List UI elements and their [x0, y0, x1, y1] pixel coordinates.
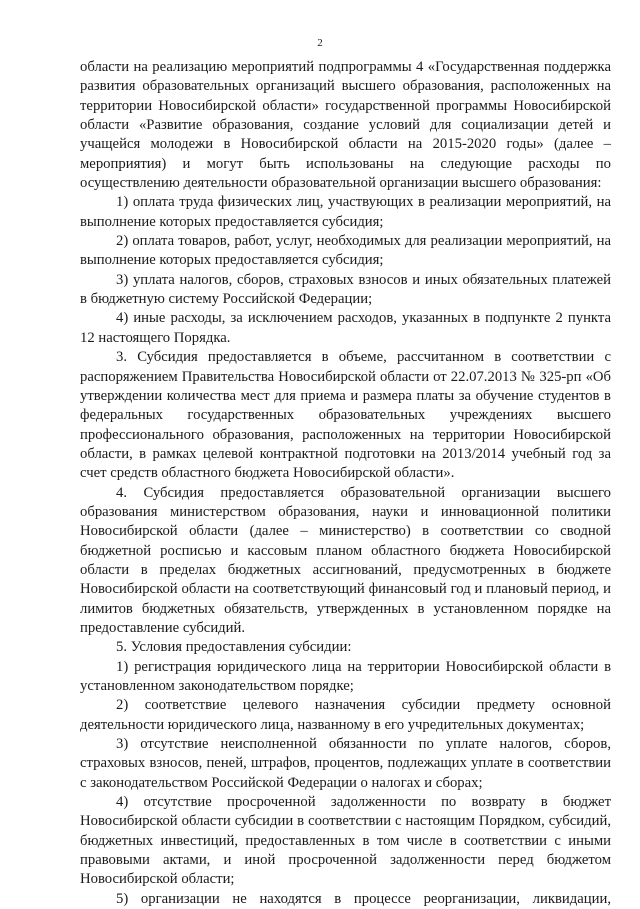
- paragraph-condition-5: 5) организации не находятся в процессе реорганизации, ликвидации,: [116, 890, 611, 907]
- page-number: 2: [317, 37, 323, 49]
- paragraph-intro-continued: области на реализацию мероприятий подпрограммы 4 «Государственная поддержка развития образовательных организаций высшего образования, расположенных на территории Новосибирской области» государственной программы Новосибирской области «Развитие образования, создание условий для социализации детей и учащейся молодежи в Новосибирской области на 2015-2020 годы» (далее – мероприятия) и могут быть использованы на следующие расходы по осуществлению деятельности образовательной организации высшего образования:: [80, 59, 611, 192]
- paragraph-section-5-heading: 5. Условия предоставления субсидии:: [116, 639, 352, 656]
- paragraph-condition-3: 3) отсутствие неисполненной обязанности по уплате налогов, сборов, страховых взносов, пеней, штрафов, процентов, подлежащих уплате в соответствии с законодательством Российской Федерации о налогах и сборах;: [80, 736, 611, 791]
- paragraph-condition-4: 4) отсутствие просроченной задолженности по возврату в бюджет Новосибирской области субсидии в соответствии с настоящим Порядком, субсидий, бюджетных инвестиций, предоставленных в том числе в соответствии с иными правовыми актами, и иной просроченной задолженности перед бюджетом Новосибирской области;: [80, 794, 611, 888]
- paragraph-condition-1: 1) регистрация юридического лица на территории Новосибирской области в установленном законодательством порядке;: [80, 658, 611, 694]
- paragraph-section-4: 4. Субсидия предоставляется образовательной организации высшего образования министерством образования, науки и инновационной политики Новосибирской области (далее – министерство) в соответствии со сводной бюджетной росписью и кассовым планом областного бюджета Новосибирской области в пределах бюджетных ассигнований, предусмотренных в бюджете Новосибирской области на соответствующий финансовый год и плановый период, и лимитов бюджетных обязательств, утвержденных в установленном порядке на предоставление субсидий.: [80, 484, 611, 636]
- paragraph-expense-4: 4) иные расходы, за исключением расходов, указанных в подпункте 2 пункта 12 настоящего Порядка.: [80, 310, 611, 346]
- paragraph-condition-2: 2) соответствие целевого назначения субсидии предмету основной деятельности юридического лица, названному в его учредительных документах;: [80, 697, 611, 733]
- document-body: [80, 58, 611, 909]
- paragraph-expense-3: 3) уплата налогов, сборов, страховых взносов и иных обязательных платежей в бюджетную систему Российской Федерации;: [80, 271, 611, 308]
- paragraph-section-3: 3. Субсидия предоставляется в объеме, рассчитанном в соответствии с распоряжением Правительства Новосибирской области от 22.07.2013 № 325-рп «Об утверждении количества мест для приема и размера платы за обучение студентов в федеральных государственных образовательных учреждениях высшего профессионального образования, расположенных на территории Новосибирской области, в рамках целевой контрактной подготовки на 2013/2014 учебный год за счет средств областного бюджета Новосибирской области».: [80, 349, 611, 482]
- paragraph-expense-2: 2) оплата товаров, работ, услуг, необходимых для реализации мероприятий, на выполнение которых предоставляется субсидия;: [80, 233, 611, 269]
- paragraph-expense-1: 1) оплата труда физических лиц, участвующих в реализации мероприятий, на выполнение которых предоставляется субсидия;: [80, 194, 611, 230]
